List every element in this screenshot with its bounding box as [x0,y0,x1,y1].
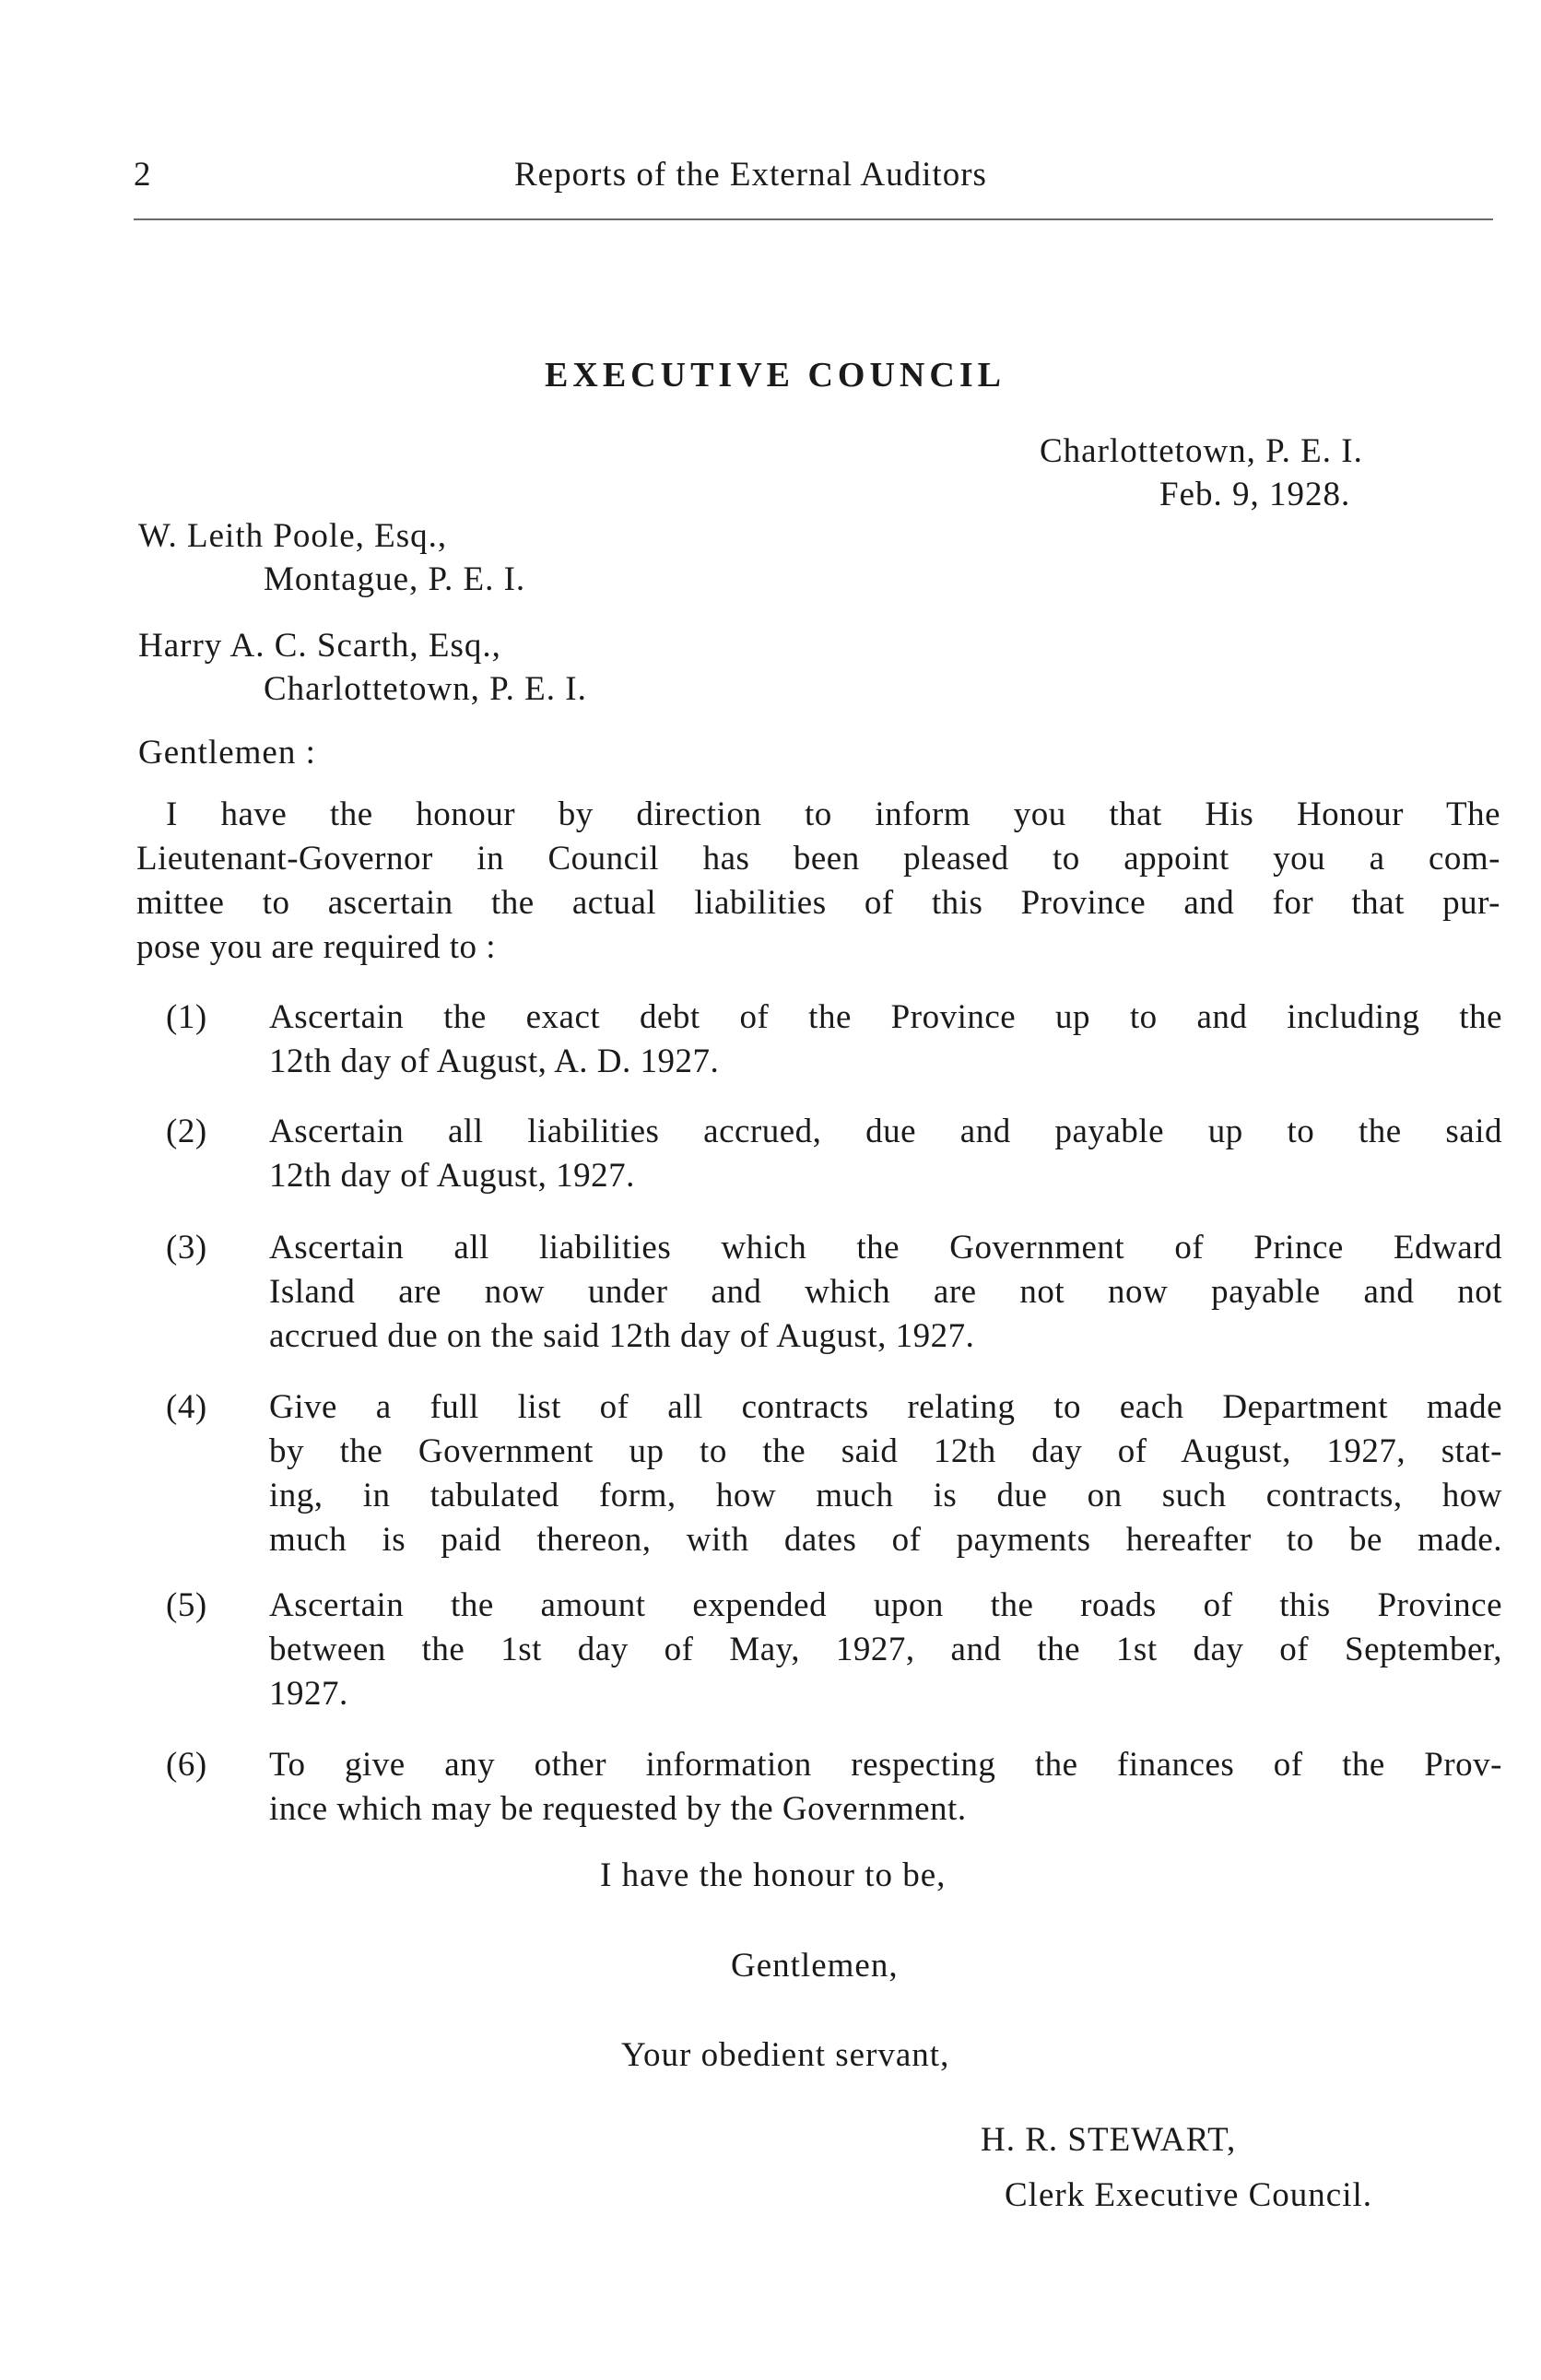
intro-paragraph [136,793,1500,970]
header-rule [134,218,1493,220]
item-line: 12th day of August, 1927. [269,1157,635,1195]
item-line: accrued due on the said 12th day of August, 1927. [269,1317,975,1355]
salutation: Gentlemen : [138,734,316,772]
intro-line: pose you are required to : [136,928,497,966]
item-number: (4) [166,1388,207,1426]
item-text [269,1385,1502,1562]
item-number: (1) [166,998,207,1036]
item-line: To give any other information respecting the finances of the Prov- [269,1746,1502,1784]
item-line: Give a full list of all contracts relating to each Department made [269,1388,1502,1426]
council-title: EXECUTIVE COUNCIL [545,356,1006,395]
item-text [269,1584,1502,1716]
closing-line: Your obedient servant, [621,2036,950,2074]
item-line: 12th day of August, A. D. 1927. [269,1043,720,1080]
dateline [1040,430,1363,516]
signer-title: Clerk Executive Council. [1005,2176,1373,2214]
item-line: Ascertain the amount expended upon the roads of this Province [269,1586,1502,1624]
item-text [269,1110,1502,1198]
addressee-2 [138,624,587,711]
page-number: 2 [134,156,152,194]
item-text [269,1226,1502,1359]
item-line: much is paid thereon, with dates of payments hereafter to be made. [269,1521,1502,1559]
addressee-name: W. Leith Poole, Esq., [138,517,448,555]
item-line: 1927. [269,1675,348,1713]
signer-name: H. R. STEWART, [981,2121,1237,2159]
addressee-location: Charlottetown, P. E. I. [264,670,587,708]
addressee-name: Harry A. C. Scarth, Esq., [138,627,501,665]
closing-line: I have the honour to be, [600,1856,947,1894]
running-header [134,155,1493,210]
dateline-place: Charlottetown, P. E. I. [1040,432,1363,470]
item-text [269,996,1502,1084]
item-line: Island are now under and which are not now payable and not [269,1273,1502,1311]
item-line: ing, in tabulated form, how much is due on such contracts, how [269,1477,1502,1514]
intro-line: mittee to ascertain the actual liabilities of this Province and for that pur- [136,884,1500,922]
item-line: Ascertain all liabilities accrued, due and payable up to the said [269,1113,1502,1150]
item-number: (6) [166,1746,207,1784]
item-number: (5) [166,1586,207,1624]
running-title: Reports of the External Auditors [514,156,987,194]
item-number: (2) [166,1113,207,1150]
item-line: by the Government up to the said 12th day of August, 1927, stat- [269,1432,1502,1470]
item-line: Ascertain all liabilities which the Government of Prince Edward [269,1229,1502,1267]
closing-line: Gentlemen, [731,1947,899,1985]
item-line: between the 1st day of May, 1927, and the 1st day of September, [269,1631,1502,1668]
dateline-date: Feb. 9, 1928. [1159,476,1351,513]
intro-line: I have the honour by direction to inform you that His Honour The [166,795,1500,833]
item-line: Ascertain the exact debt of the Province up to and including the [269,998,1502,1036]
addressee-location: Montague, P. E. I. [264,560,526,598]
item-line: ince which may be requested by the Government. [269,1790,967,1828]
intro-line: Lieutenant-Governor in Council has been pleased to appoint you a com- [136,840,1500,878]
item-text [269,1743,1502,1832]
item-number: (3) [166,1229,207,1267]
addressee-1 [138,514,525,601]
